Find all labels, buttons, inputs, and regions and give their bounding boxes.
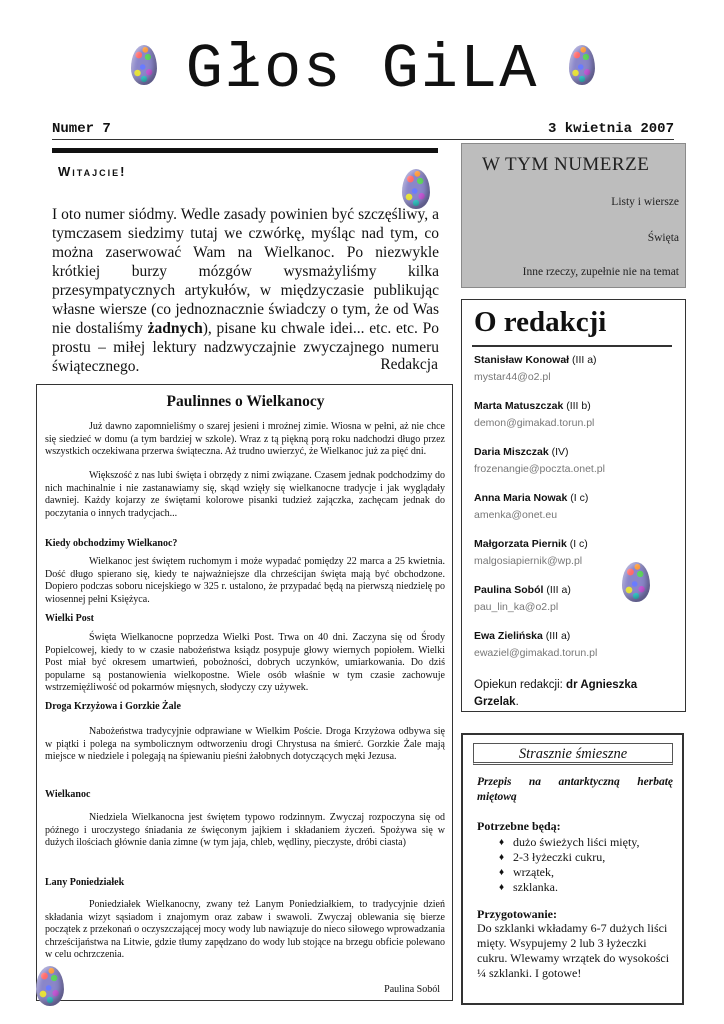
easter-egg-icon [622, 562, 650, 602]
preparation-heading: Przygotowanie: [477, 907, 557, 921]
article-paragraph: Nabożeństwa tradycyjnie odprawiane w Wielkim Poście. Droga Krzyżowa odbywa się w piątki i polega na symbolicznym odtworzeniu drogi Chrystusa na śmierć. Gorzkie Żale mają miejsce w niedziele i polegają na śpiewaniu pieśni żałobnych dotyczących męki Jezusa. [45, 726, 445, 762]
article-paragraph: Poniedziałek Wielkanocny, zwany też Lanym Poniedziałkiem, to tradycyjnie dzień składania wizyt sąsiadom i znajomym oraz zabaw i swawoli. Zwyczaj oblewania się bierze początek z przekonań o oczyszczającej mocy wody lub nawiązuje do nieco siłowego wprowadzania chrześcijaństwa na Litwie, gdzie tłumy zapędzano do wody lub stojące na brzegu obficie polewano w celu ochrzczenia. [45, 899, 445, 960]
welcome-title: Witajcie! [58, 164, 127, 179]
editor-name: Stanisław Konował (III a) [474, 354, 597, 366]
article-heading: Lany Poniedziałek [45, 877, 125, 888]
article-heading: Kiedy obchodzimy Wielkanoc? [45, 538, 178, 549]
editor-name: Daria Miszczak (IV) [474, 446, 569, 458]
welcome-text: I oto numer siódmy. Wedle zasady powinien być szczęśliwy, a tymczasem siedzimy tutaj we czwórkę, myśląc nad tym, co można zaserwować Wam na Wielkanoc. Po niezwykle krótkiej burzy mózgów wysmażyliśmy kilka przesympatycznych artykułów, w międzyczasie publikując własne wiersze (co jednoznacznie świadczy o tym, że od Was nie dostaliśmy żadnych), pisane ku chwale idei... etc. etc. Po prostu – miłej lektury nadzwyczajnie zwyczajnego numeru świątecznego. [52, 206, 439, 375]
article-paragraph: Większość z nas lubi święta i obrzędy z nimi związane. Czasem jednak podchodzimy do nich machinalnie i nie zastanawiamy się, skąd wzięły się wielkanocne tradycje i jak wyglądały dawniej. Każdy kojarzy ze świętami kolorowe pisanki tudzież zajączka, zachęcam jednak do poczytania o innych tradycjach... [45, 470, 445, 519]
list-item: ♦ wrzątek, [477, 865, 673, 880]
article-paragraph: Już dawno zapomnieliśmy o szarej jesieni i mroźnej zimie. Wiosna w pełni, aż nie chce się siedzieć w domu (a tym bardziej w szkole). Wraz z tą piękną porą roku nadchodzi długo przez wszystkich oczekiwana przerwa świąteczna. Aż trudno uwierzyć, że Wielkanoc już za pięć dni. [45, 421, 445, 457]
recipe-title: Przepis na antarktyczną herbatę miętową [477, 776, 673, 803]
easter-egg-icon [402, 169, 430, 209]
easter-egg-icon [36, 966, 64, 1006]
header-divider [52, 139, 674, 140]
editor-name: Marta Matuszczak (III b) [474, 400, 591, 412]
editors-box [461, 299, 686, 712]
article-heading: Wielkanoc [45, 789, 91, 800]
editor-email[interactable]: frozenangie@poczta.onet.pl [474, 463, 605, 475]
article-box [36, 384, 453, 1001]
preparation-text: Do szklanki wkładamy 6-7 dużych liści mięty. Wsypujemy 2 lub 3 łyżeczki cukru. Wlewamy wrzątek do wysokości ¼ szklanki. I gotowe! [477, 921, 670, 980]
ingredients-heading: Potrzebne będą: [477, 819, 561, 833]
article-heading: Wielki Post [45, 613, 94, 624]
toc-item[interactable]: Święta [647, 232, 679, 244]
toc-item[interactable]: Listy i wiersze [611, 196, 679, 208]
editor-name: Małgorzata Piernik (I c) [474, 538, 588, 550]
welcome-bar [52, 148, 438, 153]
funny-box [461, 733, 684, 1005]
advisor-line: Opiekun redakcji: dr Agnieszka Grzelak. [474, 679, 638, 708]
editor-email[interactable]: malgosiapiernik@wp.pl [474, 555, 583, 567]
welcome-bold-word: żadnych [147, 320, 203, 337]
editors-title: O redakcji [474, 306, 607, 338]
issue-line [52, 121, 674, 137]
list-item: ♦ 2-3 łyżeczki cukru, [477, 850, 673, 865]
editor-name: Ewa Zielińska (III a) [474, 630, 571, 642]
article-heading: Droga Krzyżowa i Gorzkie Żale [45, 701, 181, 712]
editor-email[interactable]: pau_lin_ka@o2.pl [474, 601, 559, 613]
ingredients-list [477, 835, 673, 895]
list-item: ♦ dużo świeżych liści mięty, [477, 835, 673, 850]
editor-name: Paulina Soból (III a) [474, 584, 571, 596]
article-title: Paulinnes o Wielkanocy [166, 393, 325, 410]
welcome-signature: Redakcja [380, 356, 438, 373]
editor-name: Anna Maria Nowak (I c) [474, 492, 589, 504]
list-item: ♦ szklanka. [477, 880, 673, 895]
newsletter-title: Głos GiLA [185, 34, 539, 105]
editor-email[interactable]: mystar44@o2.pl [474, 371, 551, 383]
issue-number: Numer 7 [52, 121, 111, 137]
editor-email[interactable]: ewaziel@gimakad.torun.pl [474, 647, 598, 659]
advisor-name: dr Agnieszka Grzelak [474, 679, 638, 708]
article-paragraph: Święta Wielkanocne poprzedza Wielki Post. Trwa on 40 dni. Zaczyna się od Środy Popielcowej, kiedy to w czasie nabożeństwa ksiądz posypuje głowy wiernych popiołem. Wielki Post miał być okresem umartwień, pobożności, dobrych uczynków, umiarkowania. Do dziś popularne są postanowienia wielkopostne. Wiele osób właśnie w tym czasie zachowuje wstrzemięźliwość od pokarmów mięsnych, słodyczy czy używek. [45, 632, 445, 693]
toc-title: W TYM NUMERZE [482, 154, 650, 175]
table-of-contents [461, 143, 686, 288]
article-paragraph: Wielkanoc jest świętem ruchomym i może wypadać pomiędzy 22 marca a 25 kwietnia. Dość długo spierano się, kiedy te najważniejsze dla chrześcijan święta mają być obchodzone. Dopiero podczas soboru nicejskiego w 325 r. ustalono, że przypadać będą na pierwszą niedzielę po wiosennej pełni Księżyca. [45, 556, 445, 605]
article-author: Paulina Soból [384, 984, 440, 995]
editor-email[interactable]: amenka@onet.eu [474, 509, 558, 521]
editor-email[interactable]: demon@gimakad.torun.pl [474, 417, 595, 429]
article-paragraph: Niedziela Wielkanocna jest świętem typowo rodzinnym. Zwyczaj rozpoczyna się od późnego i uroczystego śniadania ze święconym jajkiem i składaniem życzeń. Spożywa się w dużych ilościach głównie dania zimne (w tym jaja, chleb, wędliny, pieczyste, dróbi ciasta) [45, 812, 445, 848]
editors-divider [472, 345, 672, 347]
issue-date: 3 kwietnia 2007 [547, 121, 674, 137]
toc-item[interactable]: Inne rzeczy, zupełnie nie na temat [522, 266, 679, 278]
funny-title: Strasznie śmieszne [473, 743, 673, 765]
